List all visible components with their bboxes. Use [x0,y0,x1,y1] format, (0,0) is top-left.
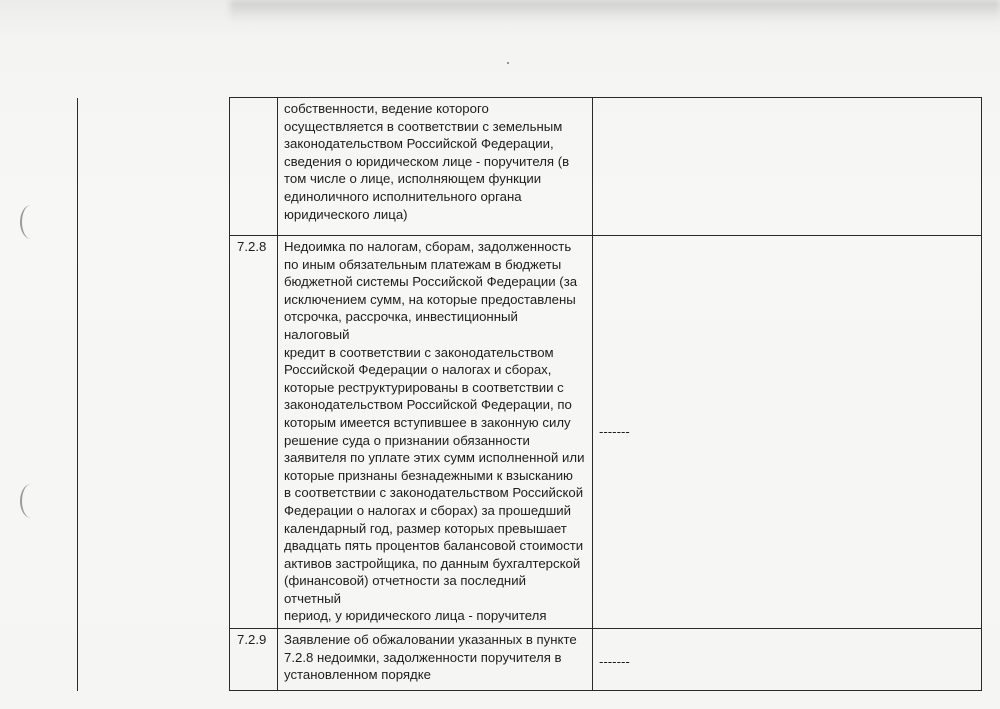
item-value-cell: ------- [593,236,982,629]
description-line: Федерации о налогах и сборах) за прошедший [284,502,571,518]
description-line: том числе о лице, исполняющем функции [284,171,542,187]
item-description-cell [278,236,593,629]
item-number-cell: 7.2.8 [230,236,278,629]
description-line: юридического лица) [284,206,408,222]
description-line: которым имеется вступившее в законную силу [284,414,571,430]
item-value-cell: ------- [593,629,982,691]
description-line: по иным обязательным платежам в бюджеты [284,256,562,272]
description-line: (финансовой) отчетности за последний отчетный [284,573,526,606]
description-line: отсрочка, рассрочка, инвестиционный налоговый [284,309,518,342]
description-line: календарный год, размер которых превышает [284,520,567,536]
document-table [77,97,982,691]
description-line: осуществляется в соответствии с земельным [284,118,563,134]
item-number-cell: 7.2.9 [230,629,278,691]
description-line: двадцать пять процентов балансовой стоимости [284,538,584,554]
description-line: которые реструктурированы в соответствии с [284,379,564,395]
item-description-cell [278,98,593,236]
left-margin-cell [78,98,230,691]
item-description-cell [278,629,593,691]
punch-hole-mark [20,205,42,239]
description-line: кредит в соответствии с законодательством [284,344,554,360]
description-line: Заявление об обжаловании указанных в пункте [284,632,577,648]
description-line: активов застройщика, по данным бухгалтерской [284,555,581,571]
description-line: установленном порядке [284,667,431,683]
item-value-cell [593,98,982,236]
punch-hole-mark [20,484,42,518]
description-line: сведения о юридическом лице - поручителя (в [284,153,570,169]
description-line: которые признаны безнадежными к взысканию [284,467,573,483]
description-line: заявителя по уплате этих сумм исполненной или [284,450,585,466]
description-line: период, у юридического лица - поручителя [284,608,547,624]
description-line: решение суда о признании обязанности [284,432,530,448]
scan-speck [507,62,509,64]
description-line: законодательством Российской Федерации, по [284,397,572,413]
description-line: Российской Федерации о налогах и сборах, [284,362,552,378]
description-line: 7.2.8 недоимки, задолженности поручителя в [284,649,562,665]
description-line: законодательством Российской Федерации, [284,136,554,152]
description-line: собственности, ведение которого [284,101,489,116]
table-row [78,98,982,236]
item-number-cell [230,98,278,236]
scan-smudge [230,0,1000,22]
description-line: единоличного исполнительного органа [284,188,522,204]
description-line: исключением сумм, на которые предоставлены [284,291,576,307]
description-line: бюджетной системы Российской Федерации (за [284,274,578,290]
description-line: Недоимка по налогам, сборам, задолженность [284,239,572,254]
description-line: в соответствии с законодательством Российской [284,485,584,501]
